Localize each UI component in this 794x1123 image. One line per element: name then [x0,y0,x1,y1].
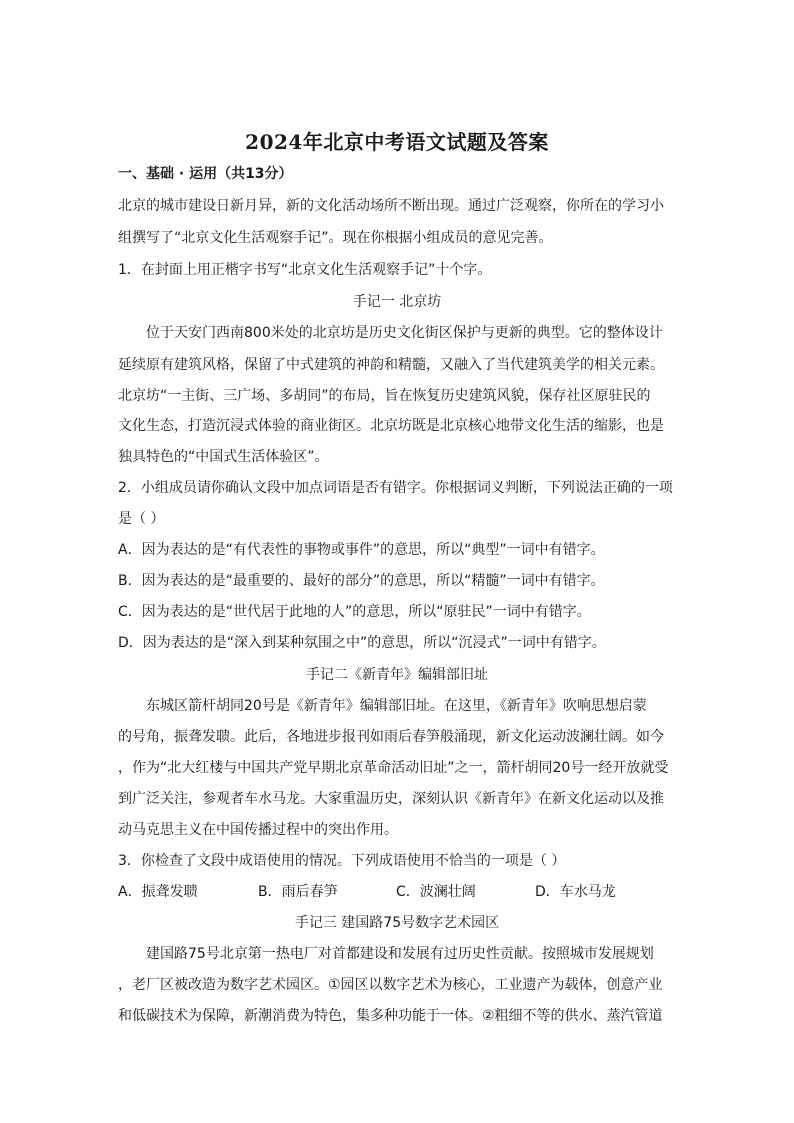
note-1-line: 位于天安门西南800米处的北京坊是历史文化街区保护与更新的典型。它的整体设计 [146,325,663,341]
q2-option-c: C．因为表达的是“世代居于此地的人”的意思，所以“原驻民”一词中有错字。 [118,604,591,620]
note-3-line: 和低碳技术为保障，新潮消费为特色，集多种功能于一体。②粗细不等的供水、蒸汽管道 [118,1008,663,1024]
intro-line: 组撰写了“北京文化生活观察手记”。现在你根据小组成员的意见完善。 [118,230,553,246]
note-3-title: 手记三 建国路75号数字艺术园区 [294,915,500,931]
q3-option-c: C．波澜壮阔 [396,884,476,900]
q3-option-d: D．车水马龙 [535,884,616,900]
note-2-line: ，作为“北大红楼与中国共产党早期北京革命活动旧址”之一，箭杆胡同20号一经开放就受 [118,760,669,776]
note-1-line: 延续原有建筑风格，保留了中式建筑的神韵和精髓，又融入了当代建筑美学的相关元素。 [118,357,664,373]
question-3: 3．你检查了文段中成语使用的情况。下列成语使用不恰当的一项是（ ） [118,853,566,869]
q3-option-a: A．振聋发聩 [118,884,198,900]
note-3-line: ，老厂区被改造为数字艺术园区。①园区以数字艺术为核心，工业遗产为载体，创意产业 [118,977,663,993]
document-title: 2024年北京中考语文试题及答案 [245,130,549,154]
note-3-line: 建国路75号北京第一热电厂对首都建设和发展有过历史性贡献。按照城市发展规划 [146,946,654,962]
question-1: 1．在封面上用正楷字书写“北京文化生活观察手记”十个字。 [118,262,492,278]
note-1-title: 手记一 北京坊 [352,294,442,310]
note-2-line: 动马克思主义在中国传播过程中的突出作用。 [118,822,398,838]
section-heading: 一、基础 · 运用（共13分） [118,166,293,182]
note-1-line: 北京坊“一主街、三广场、多胡同”的布局，旨在恢复历史建筑风貌，保存社区原驻民的 [118,388,651,404]
note-2-title: 手记二《新青年》编辑部旧址 [306,667,488,683]
note-2-line: 的号角，振聋发聩。此后，各地进步报刊如雨后春笋般涌现，新文化运动波澜壮阔。如今 [118,729,664,745]
question-2-line: 2．小组成员请你确认文段中加点词语是否有错字。你根据词义判断，下列说法正确的一项 [118,480,673,496]
note-2-line: 东城区箭杆胡同20号是《新青年》编辑部旧址。在这里，《新青年》吹响思想启蒙 [146,698,647,714]
question-2-line: 是（ ） [118,511,165,527]
note-1-line: 文化生态，打造沉浸式体验的商业街区。北京坊既是北京核心地带文化生活的缩影，也是 [118,418,664,434]
q2-option-d: D．因为表达的是“深入到某种氛围之中”的意思，所以“沉浸式”一词中有错字。 [118,635,606,651]
intro-line: 北京的城市建设日新月异，新的文化活动场所不断出现。通过广泛观察，你所在的学习小 [118,198,664,214]
q2-option-a: A．因为表达的是“有代表性的事物或事件”的意思，所以“典型”一词中有错字。 [118,542,605,558]
note-2-line: 到广泛关注，参观者车水马龙。大家重温历史，深刻认识《新青年》在新文化运动以及推 [118,791,664,807]
q2-option-b: B．因为表达的是“最重要的、最好的部分”的意思，所以“精髓”一词中有错字。 [118,573,605,589]
q3-option-b: B．雨后春笋 [258,884,338,900]
note-1-line: 独具特色的“中国式生活体验区”。 [118,449,329,465]
